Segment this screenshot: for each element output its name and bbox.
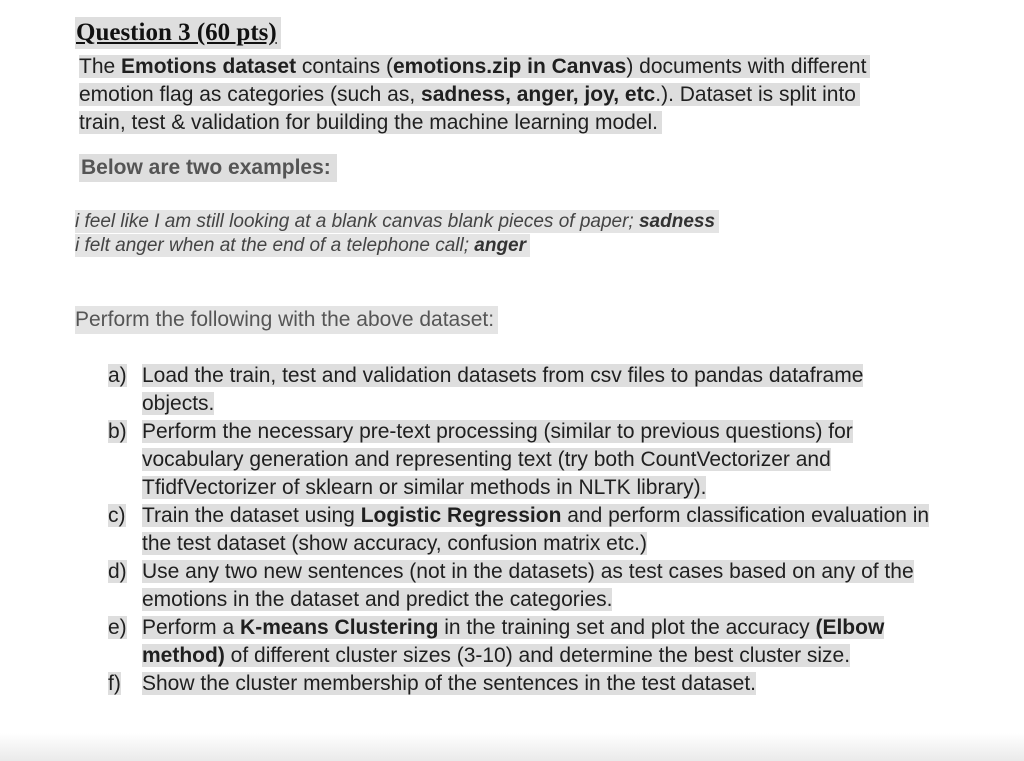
intro-paragraph: [79, 53, 939, 137]
task-text-part: Perform a: [142, 616, 241, 639]
task-text-part: of different cluster sizes (3-10) and determine the best cluster size.: [224, 644, 851, 667]
task-marker: b): [108, 420, 127, 443]
dataset-name: Emotions dataset: [121, 55, 297, 78]
task-emphasis: K-means Clustering: [240, 616, 439, 639]
task-text-part: and perform classification evaluation in the test dataset (show accuracy, confusion matrix etc.): [142, 504, 930, 555]
task-text: [142, 504, 929, 555]
dataset-file: emotions.zip in Canvas: [392, 55, 627, 78]
task-text: Use any two new sentences (not in the datasets) as test cases based on any of the emotions in the dataset and predict the categories.: [142, 560, 914, 611]
task-marker: f): [108, 672, 121, 695]
task-marker: c): [108, 504, 126, 527]
intro-line-2: [79, 83, 860, 106]
task-text-part: in the training set and plot the accuracy: [438, 616, 816, 639]
example-label: sadness: [638, 211, 716, 232]
examples-heading: Below are two examples:: [79, 154, 337, 182]
intro-text: The: [79, 55, 122, 78]
task-d: [108, 558, 938, 614]
page-bottom-shadow: [0, 733, 1024, 761]
task-text: [142, 616, 884, 667]
task-b: [108, 418, 938, 502]
perform-heading: Perform the following with the above dataset:: [75, 306, 498, 334]
intro-text: contains (: [296, 55, 393, 78]
task-text-part: Train the dataset using: [142, 504, 361, 527]
task-c: [108, 502, 938, 558]
intro-line-1: [79, 55, 870, 78]
example-text: i feel like I am still looking at a blank canvas blank pieces of paper;: [75, 211, 639, 232]
task-e: [108, 614, 938, 670]
task-text: Show the cluster membership of the sentences in the test dataset.: [142, 672, 757, 695]
task-marker: d): [108, 560, 127, 583]
task-list: [108, 362, 938, 698]
task-marker: e): [108, 616, 127, 639]
intro-line-3: train, test & validation for building the machine learning model.: [79, 111, 662, 134]
task-f: [108, 670, 938, 698]
example-text: i felt anger when at the end of a telephone call;: [75, 235, 475, 256]
intro-text: .). Dataset is split into: [655, 83, 856, 106]
task-a: [108, 362, 938, 418]
example-sentence-2: [75, 234, 530, 257]
task-emphasis: (Elbow method): [142, 616, 885, 667]
intro-text: ) documents with different: [626, 55, 867, 78]
task-emphasis: Logistic Regression: [360, 504, 562, 527]
emotion-categories: sadness, anger, joy, etc: [421, 83, 656, 106]
task-text: Load the train, test and validation datasets from csv files to pandas dataframe objects.: [142, 364, 864, 415]
task-marker: a): [108, 364, 127, 387]
question-title: Question 3 (60 pts): [75, 17, 281, 49]
task-text: Perform the necessary pre-text processing (similar to previous questions) for vocabulary generation and representing text (try both CountVectorizer and TfidfVectorizer of sklearn or similar methods in NLTK library).: [142, 420, 853, 499]
example-label: anger: [474, 235, 527, 256]
example-sentence-1: [75, 210, 719, 233]
intro-text: emotion flag as categories (such as,: [79, 83, 422, 106]
